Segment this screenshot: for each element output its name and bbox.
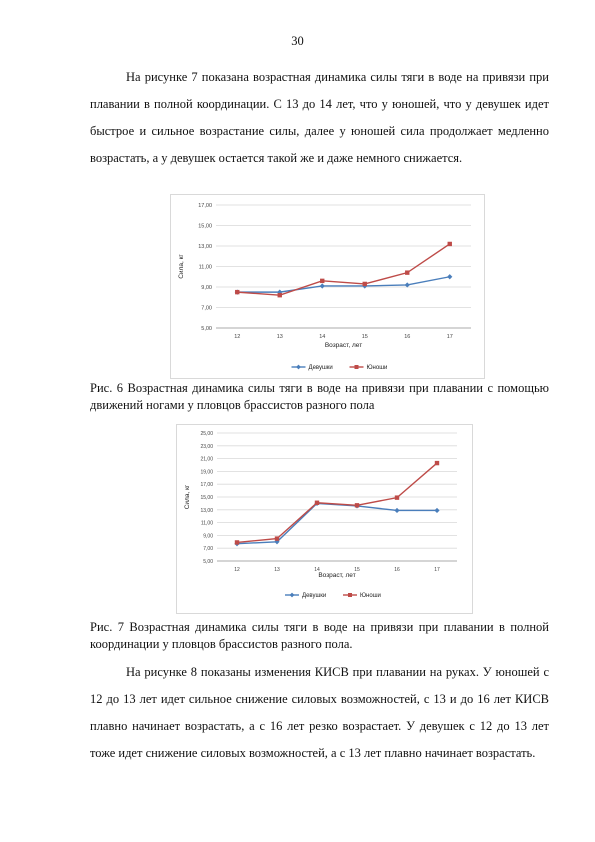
y-tick-label: 7,00 — [201, 305, 212, 312]
x-tick-label: 17 — [434, 567, 440, 573]
y-tick-label: 7,00 — [203, 546, 213, 553]
y-tick-label: 9,00 — [203, 533, 213, 540]
data-point-boys — [278, 293, 282, 297]
chart-figure-7 — [176, 424, 473, 614]
y-tick-label: 19,00 — [200, 469, 213, 476]
legend-label-girls: Девушки — [302, 593, 327, 600]
data-point-boys — [363, 282, 367, 286]
y-tick-label: 25,00 — [200, 431, 213, 437]
series-line-girls — [237, 277, 450, 292]
y-tick-label: 21,00 — [200, 456, 213, 463]
x-axis-title: Возраст, лет — [318, 572, 356, 579]
y-tick-label: 15,00 — [198, 223, 212, 230]
y-tick-label: 9,00 — [201, 285, 212, 291]
chart-6-svg — [171, 195, 484, 378]
data-point-girls — [447, 274, 452, 279]
x-tick-label: 16 — [394, 567, 400, 573]
data-point-boys — [395, 495, 399, 499]
data-point-boys — [235, 540, 239, 544]
legend-label-boys: Юноши — [366, 365, 388, 372]
y-tick-label: 13,00 — [198, 244, 212, 250]
x-tick-label: 17 — [446, 334, 453, 340]
y-tick-label: 5,00 — [201, 326, 212, 332]
y-tick-label: 17,00 — [198, 203, 212, 209]
x-tick-label: 12 — [234, 334, 241, 340]
x-tick-label: 16 — [404, 334, 411, 340]
y-axis-title: Сила, кг — [178, 254, 185, 279]
paragraph-2 — [90, 659, 549, 767]
legend-marker-boys — [348, 593, 352, 597]
legend-marker-boys — [355, 365, 359, 369]
paragraph-1 — [90, 64, 549, 172]
paragraph-2-text: На рисунке 8 показаны изменения КИСВ при плавании на руках. У юношей с 12 до 13 лет идет сильное снижение силовых возможностей, с 13 и до 16 лет КИСВ плавно начинает возрастать, а с 16 лет резко возрастает. У девушек с 12 до 13 лет тоже идет снижение силовых возможностей, а с 13 лет плавно начинает возрастать. — [90, 665, 549, 760]
y-tick-label: 11,00 — [198, 264, 212, 271]
legend-label-girls: Девушки — [308, 365, 333, 372]
data-point-boys — [320, 279, 324, 283]
x-tick-label: 12 — [234, 567, 240, 573]
data-point-boys — [315, 501, 319, 505]
y-tick-label: 15,00 — [200, 495, 213, 501]
x-tick-label: 14 — [314, 567, 320, 573]
legend-marker-girls — [296, 365, 301, 370]
legend-label-boys: Юноши — [360, 593, 381, 600]
x-tick-label: 14 — [319, 334, 326, 340]
y-tick-label: 23,00 — [200, 443, 213, 450]
x-tick-label: 15 — [361, 334, 368, 340]
data-point-boys — [448, 242, 452, 246]
data-point-boys — [275, 536, 279, 540]
x-tick-label: 13 — [276, 334, 283, 340]
data-point-girls — [434, 508, 439, 513]
data-point-girls — [320, 283, 325, 288]
x-axis-title: Возраст, лет — [324, 342, 363, 349]
data-point-boys — [355, 503, 359, 507]
y-tick-label: 11,00 — [200, 520, 213, 527]
paragraph-1-text: На рисунке 7 показана возрастная динамика силы тяги в воде на привязи при плавании в полной координации. С 13 до 14 лет, что у юношей, что у девушек идет быстрое и сильное возрастание силы, далее у юношей сила продолжает медленно возрастать, а у девушек остается такой же и даже немного снижается. — [90, 70, 549, 165]
page-number: 30 — [291, 34, 304, 48]
chart-figure-6 — [170, 194, 485, 379]
caption-figure-6: Рис. 6 Возрастная динамика силы тяги в воде на привязи при плавании с помощью движений ногами у пловцов брассистов разного пола — [90, 381, 549, 412]
x-tick-label: 15 — [354, 567, 360, 573]
data-point-girls — [394, 508, 399, 513]
series-line-boys — [237, 463, 437, 542]
series-line-boys — [237, 244, 450, 295]
caption-figure-7: Рис. 7 Возрастная динамика силы тяги в воде на привязи при плавании в полной координации у пловцов брассистов разного пола. — [90, 620, 549, 651]
data-point-boys — [435, 461, 439, 465]
legend-marker-girls — [290, 593, 295, 598]
x-tick-label: 13 — [274, 567, 280, 573]
data-point-boys — [235, 290, 239, 294]
y-tick-label: 5,00 — [203, 559, 213, 565]
chart-7-svg — [177, 425, 472, 613]
y-tick-label: 17,00 — [200, 482, 213, 489]
y-axis-title: Сила, кг — [184, 484, 191, 510]
data-point-boys — [405, 270, 409, 274]
y-tick-label: 13,00 — [200, 507, 213, 514]
